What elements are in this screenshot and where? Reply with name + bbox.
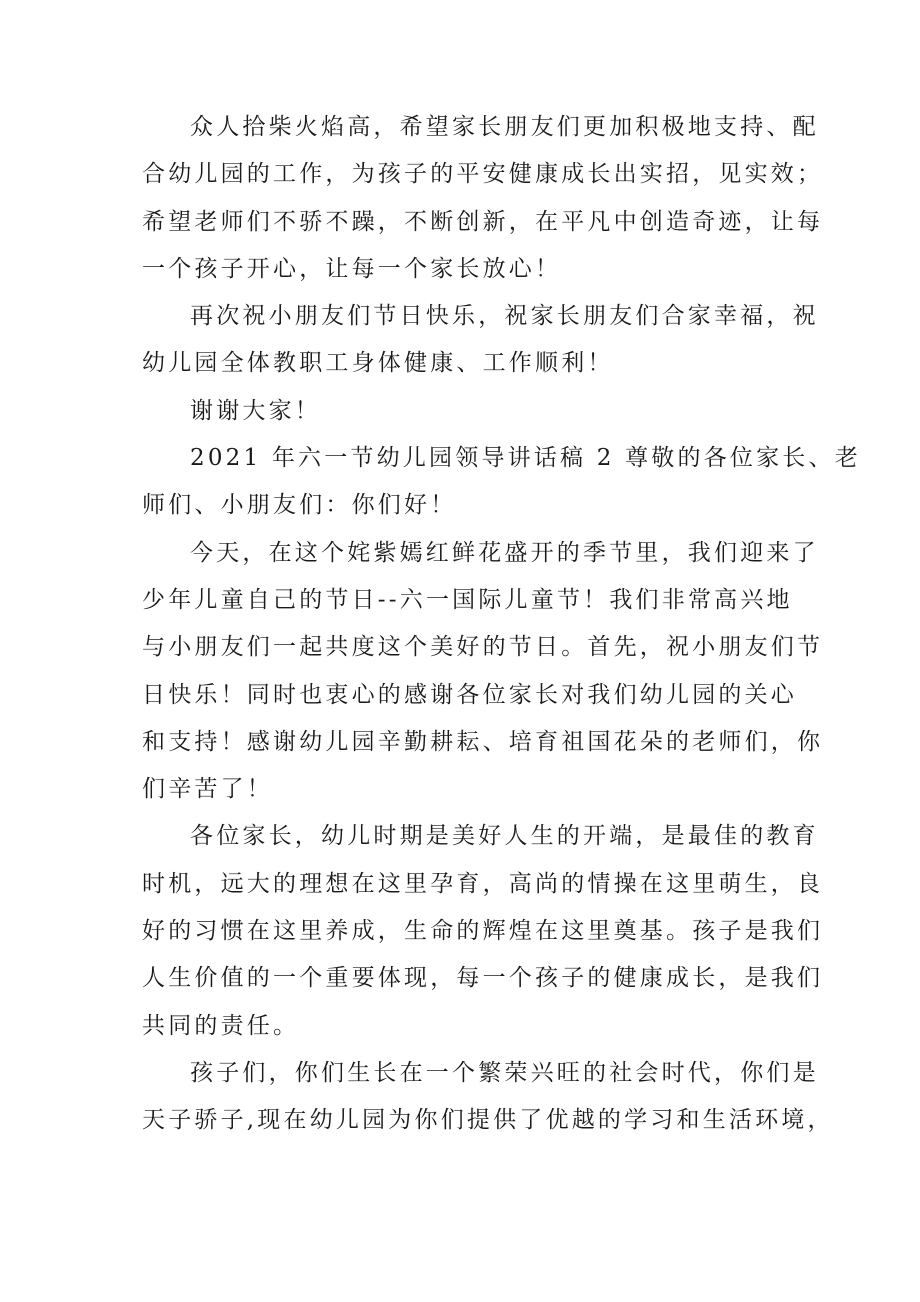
text-line: 谢谢大家！ bbox=[190, 397, 321, 424]
text-line: 合幼儿园的工作，为孩子的平安健康成长出实招，见实效； bbox=[142, 161, 824, 188]
paragraph-2 bbox=[142, 293, 819, 388]
text-line: 2021 年六一节幼儿园领导讲话稿 2 尊敬的各位家长、老 bbox=[190, 445, 861, 472]
text-line: 日快乐！同时也衷心的感谢各位家长对我们幼儿园的关心 bbox=[142, 681, 797, 708]
text-line: 人生价值的一个重要体现，每一个孩子的健康成长，是我们 bbox=[142, 965, 824, 992]
paragraph-4 bbox=[142, 435, 861, 530]
paragraph-7 bbox=[142, 1050, 834, 1145]
text-line: 孩子们，你们生长在一个繁荣兴旺的社会时代，你们是 bbox=[190, 1059, 819, 1086]
text-line: 希望老师们不骄不躁，不断创新，在平凡中创造奇迹，让每 bbox=[142, 208, 824, 235]
text-line: 与小朋友们一起共度这个美好的节日。首先，祝小朋友们节 bbox=[142, 634, 824, 661]
text-line: 和支持！感谢幼儿园辛勤耕耘、培育祖国花朵的老师们，你 bbox=[142, 728, 824, 755]
paragraph-1 bbox=[142, 104, 824, 293]
paragraph-6 bbox=[142, 813, 824, 1049]
text-line: 今天，在这个姹紫嫣红鲜花盛开的季节里，我们迎来了 bbox=[190, 539, 819, 566]
text-line: 再次祝小朋友们节日快乐，祝家长朋友们合家幸福，祝 bbox=[190, 303, 819, 330]
text-line: 众人拾柴火焰高，希望家长朋友们更加积极地支持、配 bbox=[190, 114, 819, 140]
text-line: 们辛苦了！ bbox=[142, 776, 273, 803]
document-body bbox=[142, 104, 861, 1145]
text-line: 一个孩子开心，让每一个家长放心！ bbox=[142, 255, 562, 282]
text-line: 天子骄子,现在幼儿园为你们提供了优越的学习和生活环境， bbox=[142, 1107, 834, 1134]
text-line: 时机，远大的理想在这里孕育，高尚的情操在这里萌生，良 bbox=[142, 870, 824, 897]
paragraph-3 bbox=[142, 388, 782, 435]
text-line: 师们、小朋友们：你们好！ bbox=[142, 492, 457, 519]
text-line: 好的习惯在这里养成，生命的辉煌在这里奠基。孩子是我们 bbox=[142, 918, 824, 945]
text-line: 各位家长，幼儿时期是美好人生的开端，是最佳的教育 bbox=[190, 823, 819, 850]
text-line: 共同的责任。 bbox=[142, 1012, 300, 1039]
text-line: 幼儿园全体教职工身体健康、工作顺利！ bbox=[142, 350, 614, 377]
text-line: 少年儿童自己的节日--六一国际儿童节！我们非常高兴地 bbox=[142, 586, 793, 613]
paragraph-5 bbox=[142, 530, 824, 814]
